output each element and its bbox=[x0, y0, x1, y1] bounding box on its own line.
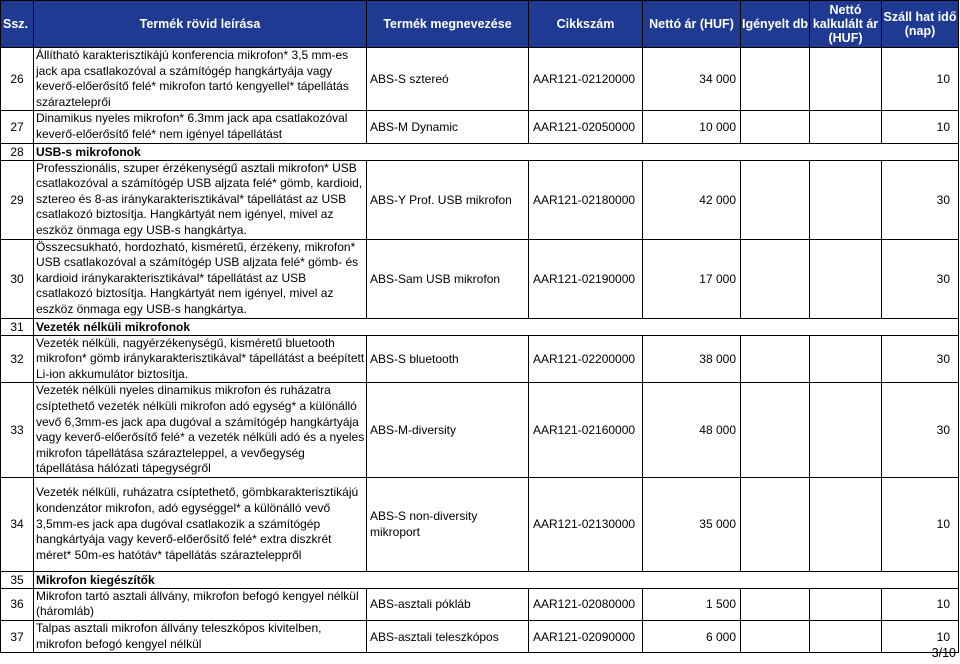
row-product-name: ABS-asztali pókláb bbox=[367, 588, 529, 620]
row-sku: AAR121-02050000 bbox=[529, 111, 643, 143]
row-total bbox=[810, 48, 882, 111]
page-number: 3/10 bbox=[931, 646, 956, 660]
table-row bbox=[1, 383, 959, 478]
row-number: 35 bbox=[1, 571, 34, 588]
row-total bbox=[810, 335, 882, 383]
row-sku: AAR121-02130000 bbox=[529, 477, 643, 571]
row-total bbox=[810, 239, 882, 318]
header-qty: Igényelt db bbox=[741, 1, 810, 48]
row-qty bbox=[741, 477, 810, 571]
table-row bbox=[1, 239, 959, 318]
header-total: Nettó kalkulált ár (HUF) bbox=[810, 1, 882, 48]
row-description: Mikrofon tartó asztali állvány, mikrofon befogó kengyel nélkül (háromláb) bbox=[34, 588, 367, 620]
row-total bbox=[810, 588, 882, 620]
table-row bbox=[1, 111, 959, 143]
row-description: Vezeték nélküli, nagyérzékenységű, kisméretű bluetooth mikrofon* gömb iránykarakterisztikával* tápellátást a beépített Li-ion akkumulátor biztosítja. bbox=[34, 335, 367, 383]
row-description: Összecsukható, hordozható, kisméretű, érzékeny, mikrofon* USB csatlakozóval a számítógép USB aljzata felé* gömb- és kardioid iránykarakterisztikával* tápellátást az USB csatlakozó biztosítja. Hangkártyát nem igényel, mivel az eszköz önmaga egy USB-s hangkártya. bbox=[34, 239, 367, 318]
row-sku: AAR121-02160000 bbox=[529, 383, 643, 478]
row-number: 30 bbox=[1, 239, 34, 318]
row-price: 35 000 bbox=[643, 477, 741, 571]
row-product-name: ABS-asztali teleszkópos bbox=[367, 621, 529, 653]
row-total bbox=[810, 383, 882, 478]
category-heading: Mikrofon kiegészítők bbox=[34, 571, 959, 588]
row-lead-time: 10 bbox=[882, 111, 959, 143]
category-row bbox=[1, 571, 959, 588]
row-number: 32 bbox=[1, 335, 34, 383]
row-number: 37 bbox=[1, 621, 34, 653]
row-price: 34 000 bbox=[643, 48, 741, 111]
row-qty bbox=[741, 383, 810, 478]
row-product-name: ABS-M-diversity bbox=[367, 383, 529, 478]
row-price: 17 000 bbox=[643, 239, 741, 318]
category-row bbox=[1, 143, 959, 160]
row-lead-time: 10 bbox=[882, 477, 959, 571]
category-row bbox=[1, 318, 959, 335]
row-lead-time: 30 bbox=[882, 160, 959, 239]
row-number: 26 bbox=[1, 48, 34, 111]
row-qty bbox=[741, 335, 810, 383]
row-number: 36 bbox=[1, 588, 34, 620]
row-qty bbox=[741, 588, 810, 620]
row-description: Vezeték nélküli nyeles dinamikus mikrofon és ruházatra csíptethető vezeték nélküli mikrofon adó egység* a különálló vevő 6,3mm-es jack apa dugóval a számítógép hangkártyája vagy keverő-előerősítő felé* a vezeték nélküli adó és a nyeles mikrofon tápellátása szárazteleppel, a vevőegység tápellátása hálózati tápegységről bbox=[34, 383, 367, 478]
row-number: 27 bbox=[1, 111, 34, 143]
row-total bbox=[810, 111, 882, 143]
row-sku: AAR121-02190000 bbox=[529, 239, 643, 318]
row-total bbox=[810, 160, 882, 239]
row-qty bbox=[741, 621, 810, 653]
table-row bbox=[1, 477, 959, 571]
row-sku: AAR121-02090000 bbox=[529, 621, 643, 653]
row-lead-time: 10 bbox=[882, 48, 959, 111]
row-description: Vezeték nélküli, ruházatra csíptethető, gömbkarakterisztikájú kondenzátor mikrofon, adó egységgel* a különálló vevő 3,5mm-es jack apa dugóval csatlakozik a számítógép hangkártyája vagy keverő-előerősítő felé* extra diszkrét méret* 50m-es hatótáv* tápellátás szárazteleppről bbox=[34, 477, 367, 571]
row-product-name: ABS-S non-diversity mikroport bbox=[367, 477, 529, 571]
table-row bbox=[1, 160, 959, 239]
row-sku: AAR121-02180000 bbox=[529, 160, 643, 239]
row-price: 10 000 bbox=[643, 111, 741, 143]
row-product-name: ABS-Y Prof. USB mikrofon bbox=[367, 160, 529, 239]
table-row bbox=[1, 588, 959, 620]
header-sku: Cikkszám bbox=[529, 1, 643, 48]
row-description: Professzionális, szuper érzékenységű asztali mikrofon* USB csatlakozóval a számítógép USB aljzata felé* gömb, kardioid, sztereo és 8-as iránykarakterisztikával* tápellátást az USB csatlakozó biztosítja. Hangkártyát nem igényel, mivel az eszköz önmaga egy USB-s hangkártya. bbox=[34, 160, 367, 239]
row-description: Dinamikus nyeles mikrofon* 6.3mm jack apa csatlakozóval keverő-előerősítő felé* nem igényel tápellátást bbox=[34, 111, 367, 143]
row-price: 48 000 bbox=[643, 383, 741, 478]
row-qty bbox=[741, 48, 810, 111]
row-number: 28 bbox=[1, 143, 34, 160]
row-qty bbox=[741, 239, 810, 318]
row-sku: AAR121-02120000 bbox=[529, 48, 643, 111]
row-price: 38 000 bbox=[643, 335, 741, 383]
table-row bbox=[1, 621, 959, 653]
header-name: Termék megnevezése bbox=[367, 1, 529, 48]
row-product-name: ABS-S sztereó bbox=[367, 48, 529, 111]
row-total bbox=[810, 621, 882, 653]
row-price: 1 500 bbox=[643, 588, 741, 620]
header-desc: Termék rövid leírása bbox=[34, 1, 367, 48]
row-qty bbox=[741, 160, 810, 239]
header-price: Nettó ár (HUF) bbox=[643, 1, 741, 48]
row-qty bbox=[741, 111, 810, 143]
row-product-name: ABS-M Dynamic bbox=[367, 111, 529, 143]
category-heading: USB-s mikrofonok bbox=[34, 143, 959, 160]
header-lead: Száll hat idő (nap) bbox=[882, 1, 959, 48]
category-heading: Vezeték nélküli mikrofonok bbox=[34, 318, 959, 335]
header-num: Ssz. bbox=[1, 1, 34, 48]
row-number: 34 bbox=[1, 477, 34, 571]
row-lead-time: 30 bbox=[882, 239, 959, 318]
row-lead-time: 10 bbox=[882, 588, 959, 620]
row-price: 42 000 bbox=[643, 160, 741, 239]
row-sku: AAR121-02200000 bbox=[529, 335, 643, 383]
row-lead-time: 30 bbox=[882, 335, 959, 383]
row-product-name: ABS-S bluetooth bbox=[367, 335, 529, 383]
row-sku: AAR121-02080000 bbox=[529, 588, 643, 620]
table-row bbox=[1, 48, 959, 111]
table-row bbox=[1, 335, 959, 383]
row-number: 29 bbox=[1, 160, 34, 239]
row-lead-time: 10 bbox=[882, 621, 959, 653]
row-number: 31 bbox=[1, 318, 34, 335]
row-total bbox=[810, 477, 882, 571]
row-description: Talpas asztali mikrofon állvány teleszkópos kivitelben, mikrofon befogó kengyel nélkül bbox=[34, 621, 367, 653]
row-price: 6 000 bbox=[643, 621, 741, 653]
row-product-name: ABS-Sam USB mikrofon bbox=[367, 239, 529, 318]
row-number: 33 bbox=[1, 383, 34, 478]
row-lead-time: 30 bbox=[882, 383, 959, 478]
row-description: Állítható karakterisztikájú konferencia mikrofon* 3,5 mm-es jack apa csatlakozóval a számítógép hangkártyája vagy keverő-előerősítő felé* mikrofon tartó kengyellel* tápellátás szárazteleprői bbox=[34, 48, 367, 111]
header-row bbox=[1, 1, 959, 48]
